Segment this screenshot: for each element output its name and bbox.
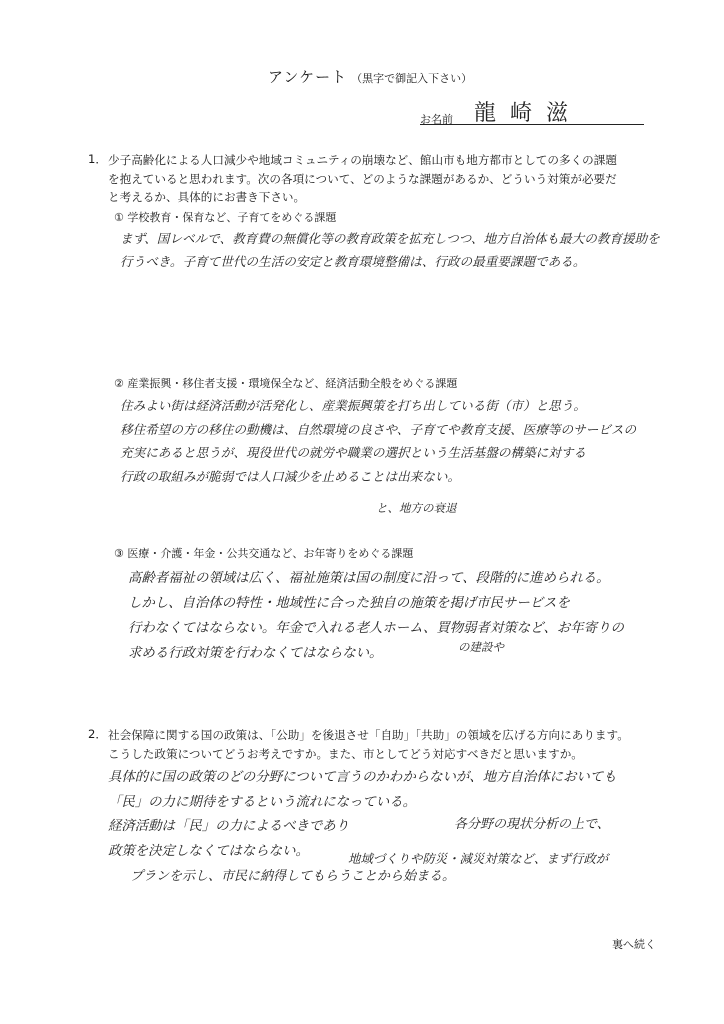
title-note: （黒字で御記入下さい） bbox=[351, 72, 473, 85]
answer-line: 移住希望の方の移住の動機は、自然環境の良さや、子育てや教育支援、医療等のサービスの bbox=[120, 421, 637, 437]
continue-note: 裏へ続く bbox=[612, 938, 656, 951]
answer-line: 充実にあると思うが、現役世代の就労や職業の選択という生活基盤の構築に対する bbox=[120, 445, 586, 460]
q1-item1-label: ① 学校教育・保育など、子育てをめぐる課題 bbox=[114, 211, 337, 224]
q1-item3-insertion: の建設や bbox=[458, 640, 504, 654]
q1-item3-label: ③ 医療・介護・年金・公共交通など、お年寄りをめぐる課題 bbox=[114, 547, 414, 560]
name-underline bbox=[420, 124, 644, 125]
name-value: 龍崎滋 bbox=[474, 101, 583, 126]
q1-text-line: 少子高齢化による人口減少や地域コミュニティの崩壊など、館山市も地方都市としての多くの課題 bbox=[108, 153, 617, 167]
title-text: アンケート bbox=[268, 68, 348, 86]
answer-line: 経済活動は「民」の力によるべきであり bbox=[108, 819, 350, 834]
answer-line: 行政の取組みが脆弱では人口減少を止めることは出来ない。 bbox=[120, 468, 461, 484]
answer-line: 政策を決定しなくてはならない。 bbox=[108, 843, 309, 859]
q1-text-line: と考えるか、具体的にお書き下さい。 bbox=[108, 190, 306, 204]
q1-text-line: を抱えていると思われます。次の各項について、どのような課題があるか、どういう対策が必要だ bbox=[108, 171, 617, 186]
q1-text bbox=[108, 151, 698, 207]
answer-line: 高齢者福祉の領域は広く、福祉施策は国の制度に沿って、段階的に進められる。 bbox=[128, 571, 610, 586]
survey-title bbox=[268, 66, 472, 87]
q2-text bbox=[108, 726, 698, 763]
q2-text-line: 社会保障に関する国の政策は、「公助」を後退させ「自助」「共助」の領域を広げる方向にあります。 bbox=[108, 728, 629, 742]
answer-line: まず、国レベルで、教育費の無償化等の教育政策を拡充しつつ、地方自治体も最大の教育援助を bbox=[120, 231, 660, 246]
answer-line: しかし、自治体の特性・地域性に合った独自の施策を掲げ市民サービスを bbox=[128, 596, 570, 611]
q2-number: 2． bbox=[88, 727, 107, 741]
answer-line: 住みよい街は経済活動が活発化し、産業振興策を打ち出している街（市）と思う。 bbox=[120, 398, 586, 413]
answer-line: 具体的に国の政策のどの分野について言うのかわからないが、地方自治体においても bbox=[108, 770, 617, 785]
q2-margin-note-1: 各分野の現状分析の上で、 bbox=[454, 817, 610, 832]
q1-item1-answer bbox=[120, 228, 660, 273]
answer-line: 行うべき。子育て世代の生活の安定と教育環境整備は、行政の最重要課題である。 bbox=[120, 253, 586, 269]
q1-item2-insertion: と、地方の衰退 bbox=[376, 501, 457, 515]
q1-number: 1． bbox=[88, 152, 107, 166]
q1-item2-answer bbox=[120, 394, 636, 488]
q1-item2-label: ② 産業振興・移住者支援・環境保全など、経済活動全般をめぐる課題 bbox=[114, 377, 458, 390]
q1-item3-answer bbox=[128, 566, 624, 666]
answer-line: 行わなくてはならない。年金で入れる老人ホーム、買物弱者対策など、お年寄りの bbox=[128, 621, 624, 636]
name-label: お名前 bbox=[420, 113, 453, 126]
q2-text-line: こうした政策についてどうお考えですか。また、市としてどう対応すべきだと思いますか。 bbox=[108, 746, 583, 761]
q2-margin-note-2: 地域づくりや防災・減災対策など、まず行政が bbox=[348, 851, 609, 866]
answer-line: 「民」の力に期待をするという流れになっている。 bbox=[108, 794, 416, 810]
q2-answer-last: プランを示し、市民に納得してもらうことから始まる。 bbox=[130, 869, 456, 884]
answer-line: 求める行政対策を行わなくてはならない。 bbox=[128, 646, 383, 661]
